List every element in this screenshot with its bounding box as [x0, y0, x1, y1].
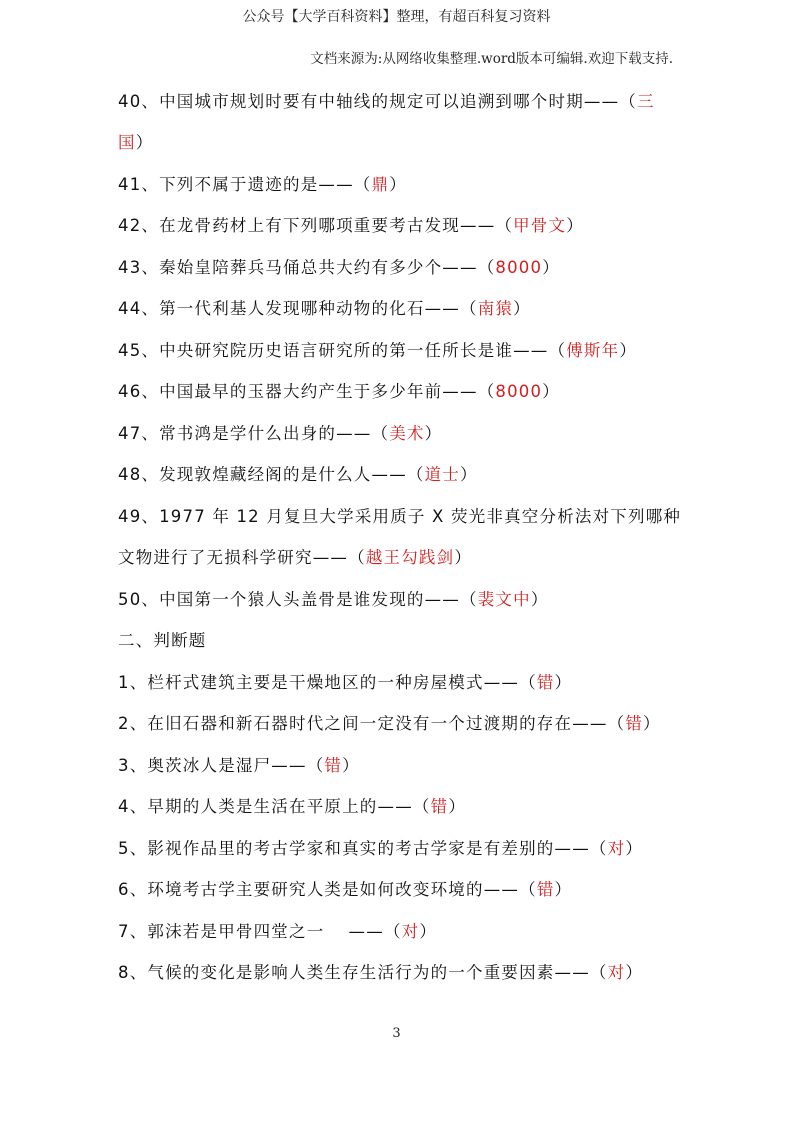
answer: 鼎: [371, 175, 390, 194]
answer: 对: [607, 963, 626, 982]
answer: 对: [401, 922, 420, 941]
question-46: 46、中国最早的玉器大约产生于多少年前——（8000）: [118, 382, 560, 401]
question-50: 50、中国第一个猿人头盖骨是谁发现的——（裴文中）: [118, 590, 549, 609]
question-40-line1: 40、中国城市规划时要有中轴线的规定可以追溯到哪个时期——（三: [118, 92, 655, 111]
question-49-line1: 49、1977 年 12 月复旦大学采用质子 X 荧光非真空分析法对下列哪种: [118, 507, 682, 526]
question-42: 42、在龙骨药材上有下列哪项重要考古发现——（甲骨文）: [118, 216, 584, 235]
answer: 错: [536, 880, 555, 899]
answer: 三: [637, 92, 655, 111]
judgement-5: 5、影视作品里的考古学家和真实的考古学家是有差别的——（对）: [118, 839, 644, 858]
question-47: 47、常书鸿是学什么出身的——（美术）: [118, 424, 443, 443]
page-header: 公众号【大学百科资料】整理，有超百科复习资料: [242, 9, 551, 25]
judgement-4: 4、早期的人类是生活在平原上的——（错）: [118, 797, 467, 816]
judgement-6: 6、环境考古学主要研究人类是如何改变环境的——（错）: [118, 880, 573, 899]
answer: 8000: [495, 382, 543, 401]
question-45: 45、中央研究院历史语言研究所的第一任所长是谁——（傅斯年）: [118, 341, 638, 360]
source-note: 文档来源为:从网络收集整理.word版本可编辑.欢迎下载支持.: [310, 51, 673, 67]
page-number: 3: [392, 1026, 401, 1041]
answer: 对: [607, 839, 626, 858]
question-49-line2: 文物进行了无损科学研究——（越王勾践剑）: [118, 548, 473, 567]
answer: 错: [430, 797, 449, 816]
judgement-2: 2、在旧石器和新石器时代之间一定没有一个过渡期的存在——（错）: [118, 714, 661, 733]
question-44: 44、第一代利基人发现哪种动物的化石——（南猿）: [118, 299, 531, 318]
question-48: 48、发现敦煌藏经阁的是什么人——（道士）: [118, 465, 478, 484]
answer: 8000: [495, 258, 543, 277]
section-heading: 二、判断题: [118, 631, 207, 650]
answer: 傅斯年: [566, 341, 620, 360]
answer: 裴文中: [477, 590, 531, 609]
judgement-1: 1、栏杆式建筑主要是干燥地区的一种房屋模式——（错）: [118, 673, 573, 692]
answer: 美术: [389, 424, 425, 443]
judgement-3: 3、奥茨冰人是湿尸——（错）: [118, 756, 360, 775]
question-40-line2: 国）: [118, 133, 154, 152]
answer: 甲骨文: [513, 216, 567, 235]
judgement-7: 7、郭沫若是甲骨四堂之一 ——（对）: [118, 922, 438, 941]
answer: 道士: [424, 465, 461, 484]
answer: 越王勾践剑: [365, 548, 455, 567]
answer: 国: [118, 133, 136, 152]
judgement-8: 8、气候的变化是影响人类生存生活行为的一个重要因素——（对）: [118, 963, 644, 982]
answer: 错: [536, 673, 555, 692]
question-43: 43、秦始皇陪葬兵马俑总共大约有多少个——（8000）: [118, 258, 560, 277]
answer: 错: [625, 714, 644, 733]
question-41: 41、下列不属于遗迹的是——（鼎）: [118, 175, 407, 194]
answer: 错: [324, 756, 343, 775]
answer: 南猿: [477, 299, 514, 318]
